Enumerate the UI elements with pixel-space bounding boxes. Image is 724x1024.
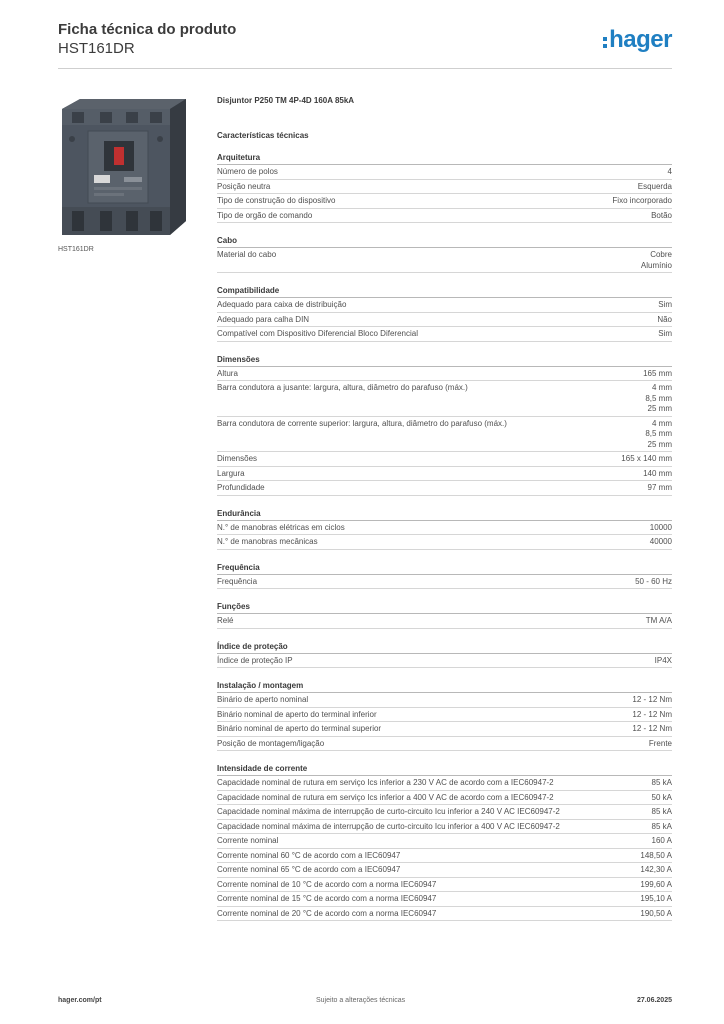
spec-row <box>217 180 672 195</box>
spec-row <box>217 327 672 342</box>
spec-value-line: 160 A <box>651 836 672 845</box>
spec-value <box>645 419 672 451</box>
spec-label: Adequado para calha DIN <box>217 314 310 324</box>
spec-value-line: 4 mm <box>652 383 672 392</box>
spec-value-line: 142,30 A <box>640 865 672 874</box>
spec-label: Posição neutra <box>217 181 271 191</box>
spec-value-line: 10000 <box>649 522 672 532</box>
spec-group-title: Instalação / montagem <box>217 680 672 693</box>
spec-value-line: 140 mm <box>643 468 672 478</box>
spec-value-line: 195,10 A <box>640 894 672 903</box>
spec-row <box>217 298 672 313</box>
spec-value-line: 50 - 60 Hz <box>635 576 672 586</box>
spec-value-line: 50 kA <box>651 792 672 802</box>
spec-value-line: 85 kA <box>651 821 672 831</box>
spec-group <box>217 235 672 273</box>
spec-label: Dimensões <box>217 454 258 463</box>
logo-dots-icon <box>603 37 607 48</box>
spec-label: Tipo de construção do dispositivo <box>217 196 336 205</box>
spec-value <box>650 523 672 534</box>
spec-value-line: 199,60 A <box>640 879 672 889</box>
product-reference: HST161DR <box>58 40 135 57</box>
spec-groups <box>217 152 672 921</box>
footer-notice: Sujeito a alterações técnicas <box>316 997 406 1004</box>
spec-label: Tipo de orgão de comando <box>217 210 313 220</box>
spec-label: Binário nominal de aperto do terminal inferior <box>217 709 377 719</box>
spec-group <box>217 680 672 751</box>
spec-value <box>645 383 672 415</box>
spec-value-line: Não <box>657 314 672 324</box>
spec-value-line: Fixo incorporado <box>612 196 672 205</box>
spec-value <box>655 656 672 667</box>
spec-row <box>217 849 672 864</box>
spec-value-line: Cobre <box>650 250 672 259</box>
page-header <box>58 20 672 68</box>
spec-value-line: IP4X <box>654 655 672 665</box>
spec-label: N.° de manobras elétricas em ciclos <box>217 522 345 532</box>
document-title: Ficha técnica do produto <box>58 21 237 38</box>
spec-value <box>650 537 672 548</box>
spec-row <box>217 575 672 590</box>
spec-row <box>217 805 672 820</box>
spec-label: N.° de manobras mecânicas <box>217 537 318 546</box>
spec-value-line: 12 - 12 Nm <box>632 724 672 733</box>
hager-logo <box>603 28 672 52</box>
footer-date: 27.06.2025 <box>636 997 672 1004</box>
spec-row <box>217 209 672 224</box>
spec-value <box>635 577 672 588</box>
spec-value <box>652 836 672 847</box>
spec-value-line: 40000 <box>649 537 672 546</box>
spec-group <box>217 152 672 223</box>
spec-value-line: Esquerda <box>637 181 672 191</box>
spec-group <box>217 641 672 669</box>
spec-value-line: Frente <box>648 738 672 748</box>
spec-value <box>638 182 672 193</box>
spec-value-line: Alumínio <box>640 260 672 270</box>
spec-value <box>657 315 672 326</box>
spec-value <box>632 710 672 721</box>
spec-label: Capacidade nominal de rutura em serviço Ics inferior a 400 V AC de acordo com a IEC60947-2 <box>217 792 554 802</box>
spec-label: Corrente nominal 65 °C de acordo com a IEC60947 <box>217 865 401 874</box>
spec-value <box>651 211 672 222</box>
spec-group-title: Endurância <box>217 508 672 521</box>
spec-value-line: 85 kA <box>651 778 672 787</box>
spec-group-title: Compatibilidade <box>217 285 672 298</box>
spec-group-title: Cabo <box>217 235 672 248</box>
spec-value-line: Sim <box>658 329 672 338</box>
spec-value-line: 85 kA <box>651 807 672 816</box>
spec-value <box>652 778 672 789</box>
spec-value-line: Botão <box>651 210 672 220</box>
spec-value <box>612 196 672 207</box>
spec-label: Corrente nominal 60 °C de acordo com a IEC60947 <box>217 850 401 860</box>
spec-label: Capacidade nominal máxima de interrupção de curto-circuito Icu inferior a 240 V AC IEC60947-2 <box>217 807 560 816</box>
spec-label: Largura <box>217 468 245 478</box>
spec-group <box>217 562 672 590</box>
spec-value <box>658 300 672 311</box>
spec-value <box>652 822 672 833</box>
spec-value <box>640 880 672 891</box>
spec-value-line: 8,5 mm <box>645 393 672 403</box>
header-divider <box>58 68 672 69</box>
spec-group <box>217 285 672 342</box>
spec-label: Corrente nominal de 20 °C de acordo com a norma IEC60947 <box>217 908 437 918</box>
spec-row <box>217 737 672 752</box>
spec-row <box>217 614 672 629</box>
spec-row <box>217 820 672 835</box>
spec-value <box>646 616 672 627</box>
spec-label: Compatível com Dispositivo Diferencial Bloco Diferencial <box>217 329 418 338</box>
spec-value <box>648 483 672 494</box>
spec-value-line: 165 mm <box>643 368 672 378</box>
spec-row <box>217 776 672 791</box>
spec-label: Binário de aperto nominal <box>217 695 309 704</box>
spec-row <box>217 834 672 849</box>
spec-value-line: 148,50 A <box>640 850 672 860</box>
spec-row <box>217 708 672 723</box>
spec-row <box>217 313 672 328</box>
spec-label: Barra condutora a jusante: largura, altura, diâmetro do parafuso (máx.) <box>217 383 468 392</box>
spec-value-line: 12 - 12 Nm <box>632 695 672 704</box>
section-title: Características técnicas <box>217 131 309 140</box>
spec-value-line: 12 - 12 Nm <box>632 709 672 719</box>
spec-value <box>649 739 672 750</box>
spec-label: Adequado para caixa de distribuição <box>217 300 347 309</box>
spec-value <box>621 454 672 465</box>
product-name: Disjuntor P250 TM 4P-4D 160A 85kA <box>217 96 355 105</box>
spec-row <box>217 863 672 878</box>
spec-value <box>632 695 672 706</box>
spec-value-line: 165 x 140 mm <box>621 454 672 463</box>
spec-label: Corrente nominal de 15 °C de acordo com a norma IEC60947 <box>217 894 437 903</box>
logo-text: hager <box>609 26 672 53</box>
spec-row <box>217 452 672 467</box>
spec-label: Corrente nominal de 10 °C de acordo com a norma IEC60947 <box>217 879 437 889</box>
spec-row <box>217 248 672 273</box>
spec-value-line: 4 <box>667 167 672 176</box>
spec-value-line: Sim <box>658 300 672 309</box>
spec-value <box>652 793 672 804</box>
spec-row <box>217 367 672 382</box>
spec-group-title: Arquitetura <box>217 152 672 165</box>
spec-row <box>217 878 672 893</box>
spec-row <box>217 417 672 453</box>
spec-value-line: 190,50 A <box>640 908 672 918</box>
spec-group-title: Funções <box>217 601 672 614</box>
product-image <box>58 95 190 237</box>
spec-group-title: Dimensões <box>217 354 672 367</box>
spec-row <box>217 791 672 806</box>
spec-label: Altura <box>217 368 238 378</box>
spec-label: Binário nominal de aperto do terminal superior <box>217 724 382 733</box>
circuit-breaker-icon <box>58 95 190 237</box>
spec-label: Barra condutora de corrente superior: largura, altura, diâmetro do parafuso (máx.) <box>217 418 507 428</box>
spec-content <box>217 96 672 921</box>
spec-value-line: 25 mm <box>647 439 672 449</box>
spec-row <box>217 481 672 496</box>
spec-value-line: 4 mm <box>652 418 672 428</box>
spec-value <box>640 851 672 862</box>
image-caption: HST161DR <box>58 246 94 253</box>
spec-value <box>658 329 672 340</box>
spec-value <box>668 167 672 178</box>
spec-label: Índice de proteção IP <box>217 655 293 665</box>
spec-row <box>217 654 672 669</box>
spec-value-line: 8,5 mm <box>645 429 672 438</box>
spec-value <box>643 369 672 380</box>
spec-row <box>217 693 672 708</box>
spec-label: Profundidade <box>217 483 265 492</box>
spec-label: Frequência <box>217 576 258 586</box>
spec-row <box>217 907 672 922</box>
spec-row <box>217 521 672 536</box>
spec-value-line: TM A/A <box>645 616 672 625</box>
spec-group <box>217 601 672 629</box>
footer-website: hager.com/pt <box>58 997 102 1004</box>
spec-value <box>640 865 672 876</box>
spec-label: Corrente nominal <box>217 836 279 845</box>
spec-group-title: Índice de proteção <box>217 641 672 654</box>
spec-value <box>652 807 672 818</box>
spec-group <box>217 508 672 550</box>
spec-row <box>217 194 672 209</box>
spec-label: Número de polos <box>217 167 278 176</box>
spec-value <box>632 724 672 735</box>
spec-group-title: Intensidade de corrente <box>217 763 672 776</box>
spec-group-title: Frequência <box>217 562 672 575</box>
spec-label: Posição de montagem/ligação <box>217 738 325 748</box>
spec-group <box>217 763 672 921</box>
spec-row <box>217 892 672 907</box>
spec-group <box>217 354 672 496</box>
spec-row <box>217 722 672 737</box>
spec-value <box>643 469 672 480</box>
spec-row <box>217 165 672 180</box>
spec-label: Capacidade nominal de rutura em serviço Ics inferior a 230 V AC de acordo com a IEC60947-2 <box>217 778 554 787</box>
spec-label: Relé <box>217 616 234 625</box>
spec-row <box>217 467 672 482</box>
spec-value-line: 97 mm <box>647 483 672 492</box>
spec-value <box>640 909 672 920</box>
spec-value <box>641 250 672 271</box>
spec-row <box>217 381 672 417</box>
spec-row <box>217 535 672 550</box>
spec-value-line: 25 mm <box>647 404 672 413</box>
spec-value <box>640 894 672 905</box>
spec-label: Capacidade nominal máxima de interrupção de curto-circuito Icu inferior a 400 V AC IEC60947-2 <box>217 821 560 831</box>
spec-label: Material do cabo <box>217 250 277 259</box>
